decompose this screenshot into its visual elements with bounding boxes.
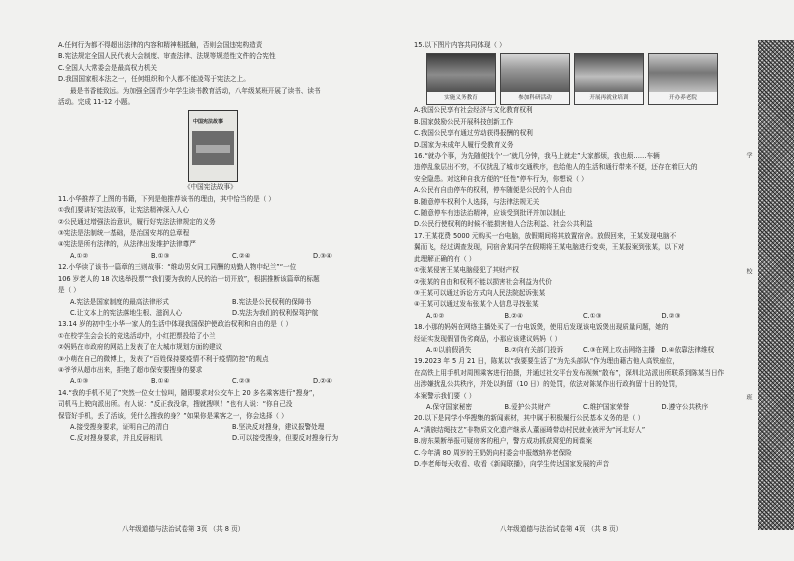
q13-item-1: ①在校学生会会长的竞选活动中，小红把票投给了小兰 <box>58 331 216 340</box>
q14-options-row-1 <box>58 422 394 433</box>
binding-margin-pattern <box>758 40 794 530</box>
binding-label-school: 学 <box>745 152 752 158</box>
q13-option-c: C.②③ <box>232 377 251 386</box>
q14-option-c: C.反对搜身要求，并且反唇相讥 <box>70 434 163 443</box>
q13-item-4: ④爷爷从超市出来，拒绝了超市保安要搜身的要求 <box>58 365 203 374</box>
q15-option-a: A.我国公民享有社会经济与文化教育权利 <box>414 106 533 115</box>
book-cover-picture <box>192 131 234 165</box>
q14-stem-2: 司机马上驶向派出所。有人说：“反正我没拿，搜就搜呗！”也有人说：“你自己没 <box>58 400 293 409</box>
q14-stem-3: 保管好手机，丢了活该，凭什么搜我的身？”如果你是乘客之一，你会选择（ ） <box>58 411 288 420</box>
q20-option-a: A.“满族结绳技艺”非物质文化遗产继承人董丽琦带动村民就业被评为“河北好人” <box>414 425 646 434</box>
reading-intro-2: 活动。完成 11-12 小题。 <box>58 98 135 107</box>
q14-option-b: B.坚决反对搜身，建议报警处理 <box>232 422 325 431</box>
q15-stem: 15.以下图片内容共同体现（ ） <box>414 41 506 49</box>
reading-intro: 最是书香能致远。为加强全国青少年学生读书教育活动，八年级某班开展了读书、读书 <box>70 86 321 95</box>
q16-stem-2: 违停乱象层出不穷，不仅扰乱了城市交通秩序，也给他人的生活和通行带来不便，还存在着巨大的 <box>414 163 698 172</box>
q18-option-b: B.②向有关部门投诉 <box>504 345 564 354</box>
q13-item-2: ②妈妈在市政府的网站上发表了在大城市规划方面的建议 <box>58 343 223 352</box>
q17-item-3: ③王某可以通过诉讼方式向人民法院起诉张某 <box>414 288 546 297</box>
book-caption: 《中国宪法故事》 <box>184 183 237 192</box>
q19-stem-1: 19.2023 年 5 月 21 日，陈某以“我要要生活了”为先头部队“作为理由藉古他人高铁座位， <box>414 357 679 366</box>
q18-option-c: C.③在网上攻击网络主播 <box>583 345 655 354</box>
q14-option-d: D.可以接受搜身，但要反对搜身行为 <box>232 434 339 443</box>
q16-option-d: D.公民行使权利的时候不能损害他人合法利益、社会公共利益 <box>414 220 593 229</box>
q13-option-b: B.①④ <box>151 377 170 386</box>
q19-option-c: C.维护国家荣誉 <box>583 402 630 411</box>
q19-options <box>414 402 740 413</box>
q15-option-c: C.我国公民享有通过劳动获得报酬的权利 <box>414 129 533 138</box>
left-column <box>58 40 394 445</box>
q14-options-row-2 <box>58 433 394 444</box>
q12-option-a: A.宪法是国家制度的最高法律形式 <box>70 297 169 306</box>
photo-training <box>574 53 644 105</box>
q16-option-a: A.公民有自由停车的权利，停车随便是公民的个人自由 <box>414 186 573 195</box>
q11-item-4: ④宪法是所有法律的，从法律出发维护法律尊严 <box>58 240 196 249</box>
q14-option-a: A.接受搜身要求，证明自己的清白 <box>70 422 169 431</box>
q19-stem-3: 出涉嫌扰乱公共秩序，并处以拘留（10 日）的处罚，依法对陈某作出行政拘留十日的处罚， <box>414 380 682 389</box>
q11-stem: 11.小华推荐了上图的书籍，下列是他推荐该书的理由，其中恰当的是（ ） <box>58 194 275 203</box>
photo-label-4: 开办养老院 <box>649 92 717 104</box>
photo-label-3: 开展再就业培训 <box>575 92 643 104</box>
right-column <box>414 40 740 470</box>
q19-option-a: A.保守国家秘密 <box>426 402 473 411</box>
q12-options-row-1 <box>58 297 394 308</box>
q13-option-a: A.①③ <box>70 377 89 386</box>
q16-stem-1: 16.“就办个事，为先随便找个‘一’就几分钟，我马上就走”大家都烦，我也烦……车辆 <box>414 152 660 161</box>
q11-item-1: ①我们要讲好宪法故事，让宪法精神深入人心 <box>58 206 190 215</box>
q16-stem-3: 安全隐患。对这种自我方便的“任性”停车行为，你想说（ ） <box>414 174 588 183</box>
q11-option-c: C.②④ <box>232 251 251 260</box>
q18-stem-1: 18.小那的妈妈在网络主播处买了一台电饭煲，使用后发现该电饭煲出现质量问题，她的 <box>414 323 669 332</box>
q15-photo-strip <box>426 53 740 105</box>
q11-option-b: B.①③ <box>151 251 170 260</box>
q19-stem-4: 本案警示我们要（ ） <box>414 391 476 400</box>
q17-option-c: C.①③ <box>583 311 602 320</box>
page-footer-left: 八年级道德与法治试卷第 3页 （共 8 页） <box>122 525 245 533</box>
q17-item-1: ①张某侵害王某电脑侵犯了其财产权 <box>414 266 519 275</box>
q17-stem-2: 翼而飞，经过调查发现，同宿舍某同学在假期将王某电脑进行变卖，王某报案到张某，以下对 <box>414 243 685 252</box>
photo-label-2: 参加科研活动 <box>501 92 569 104</box>
q17-option-a: A.①② <box>426 311 445 320</box>
q20-option-d: D.李老师每天收看、收看《新闻联播》，向学生传达国家发展的声音 <box>414 460 610 468</box>
q18-option-a: A.①以前假消失 <box>426 345 472 354</box>
q10-option-b: B.宪法规定全国人民代表大会制度、审查法律、法规等规范性文件的合宪性 <box>58 52 276 61</box>
q12-option-c: C.让文本上的宪法落地生根、滋润人心 <box>70 308 183 317</box>
q11-item-3: ③宪法是法制统一基础，是治国安邦的总章程 <box>58 229 190 238</box>
q12-stem-2: 106 岁老人的 18 次选举投票”“我们要为我的人民的治一切开放”，根据推断该篇章的标题 <box>58 274 320 283</box>
q18-stem-2: 经证实发现假冒伪劣商品，小那应该建议妈妈（ ） <box>414 334 562 343</box>
q12-option-d: D.宪法为我们的权利保驾护航 <box>232 308 319 317</box>
page-footer-right: 八年级道德与法治试卷第 4页 （共 8 页） <box>500 525 623 533</box>
q13-stem: 13.14 岁的初中生小华一家人的生活中体现我国保护使政治权利和自由的是（ ） <box>58 320 293 329</box>
q16-option-c: C.随意停车有违法治精神，应该受到批评并加以制止 <box>414 209 566 218</box>
q12-stem-1: 12.小华读了该书一篇章的三则故事：“维动男女同工同酬的劝勤人物申纪兰”“一位 <box>58 263 297 272</box>
q19-option-b: B.爱护公共财产 <box>504 402 551 411</box>
q19-stem-2: 在高铁上用手机对周围乘客进行拍摄，并通过社交平台发布视频“散布”，深圳北站派出所联系到陈某当日作 <box>414 368 725 377</box>
q10-option-d: D.我国国家根本法之一，任何组织和个人都不能凌驾于宪法之上。 <box>58 75 250 84</box>
q12-stem-3: 是（ ） <box>58 286 80 295</box>
q17-stem-1: 17.王某花费 5000 元购买一台电脑，放假期间将其放置宿舍。放假回来，王某发现电脑不 <box>414 231 677 240</box>
q12-options-row-2 <box>58 308 394 319</box>
q20-option-b: B.房东果断举报可疑房客的租户，警方成功抓获窝犯的间谍案 <box>414 437 593 446</box>
q11-option-a: A.①② <box>70 251 89 260</box>
q11-options <box>58 251 394 262</box>
q16-option-b: B.随意停车权利个人选择，与法律法规无关 <box>414 197 540 206</box>
binding-label-class: 班 <box>745 394 752 400</box>
q12-option-b: B.宪法是公民权利的保障书 <box>232 297 312 306</box>
q15-option-b: B.国家鼓励公民开展科技创新工作 <box>414 117 513 126</box>
q17-item-4: ④王某可以通过发布张某个人信息寻找张某 <box>414 300 539 309</box>
q10-option-a: A.任何行为都不得超出法律的内容和精神相抵触，否则会国违宪构造责 <box>58 41 263 49</box>
q13-item-3: ③小萌在自己的微博上，发表了“百姓保持要疫情不利于疫情防控”的观点 <box>58 354 269 363</box>
q17-stem-3: 此理解正确的有（ ） <box>414 254 476 263</box>
q10-option-c: C.全国人大常委会是最高权力机关 <box>58 63 158 72</box>
photo-research <box>500 53 570 105</box>
q17-item-2: ②张某的自由和权利不能以损害社会利益为代价 <box>414 277 552 286</box>
q19-option-d: D.遵守公共秩序 <box>661 402 709 411</box>
book-cover-image <box>188 110 238 182</box>
photo-nursing-home <box>648 53 718 105</box>
q13-option-d: D.②④ <box>313 377 332 386</box>
q11-item-2: ②公民通过增强法治意识，履行好宪法法律规定的义务 <box>58 217 216 226</box>
q14-stem-1: 14.“我的手机不见了”突然一位女士惊叫，随即要求对公交车上 20 多名乘客进行“搜身”， <box>58 388 319 397</box>
q11-option-d: D.③④ <box>313 251 332 260</box>
q20-stem: 20.以下是同学小华搜集的新闻素材，其中属于积极履行公民基本义务的是（ ） <box>414 414 645 423</box>
q17-option-d: D.②③ <box>661 311 681 320</box>
photo-label-1: 实施义务教育 <box>427 92 495 104</box>
q15-option-d: D.国家为未成年人履行受教育义务 <box>414 140 514 149</box>
q17-option-b: B.②④ <box>504 311 523 320</box>
binding-label-school-2: 校 <box>745 268 752 274</box>
q18-options <box>414 345 740 356</box>
photo-classroom <box>426 53 496 105</box>
q13-options <box>58 376 394 387</box>
book-cover-title: 中国宪法故事 <box>193 119 224 126</box>
q20-option-c: C.今年满 80 周岁的王奶奶向村委会申报缴纳养老保险 <box>414 448 572 457</box>
q18-option-d: D.④依靠法律维权 <box>661 345 715 354</box>
q17-options <box>414 311 740 322</box>
